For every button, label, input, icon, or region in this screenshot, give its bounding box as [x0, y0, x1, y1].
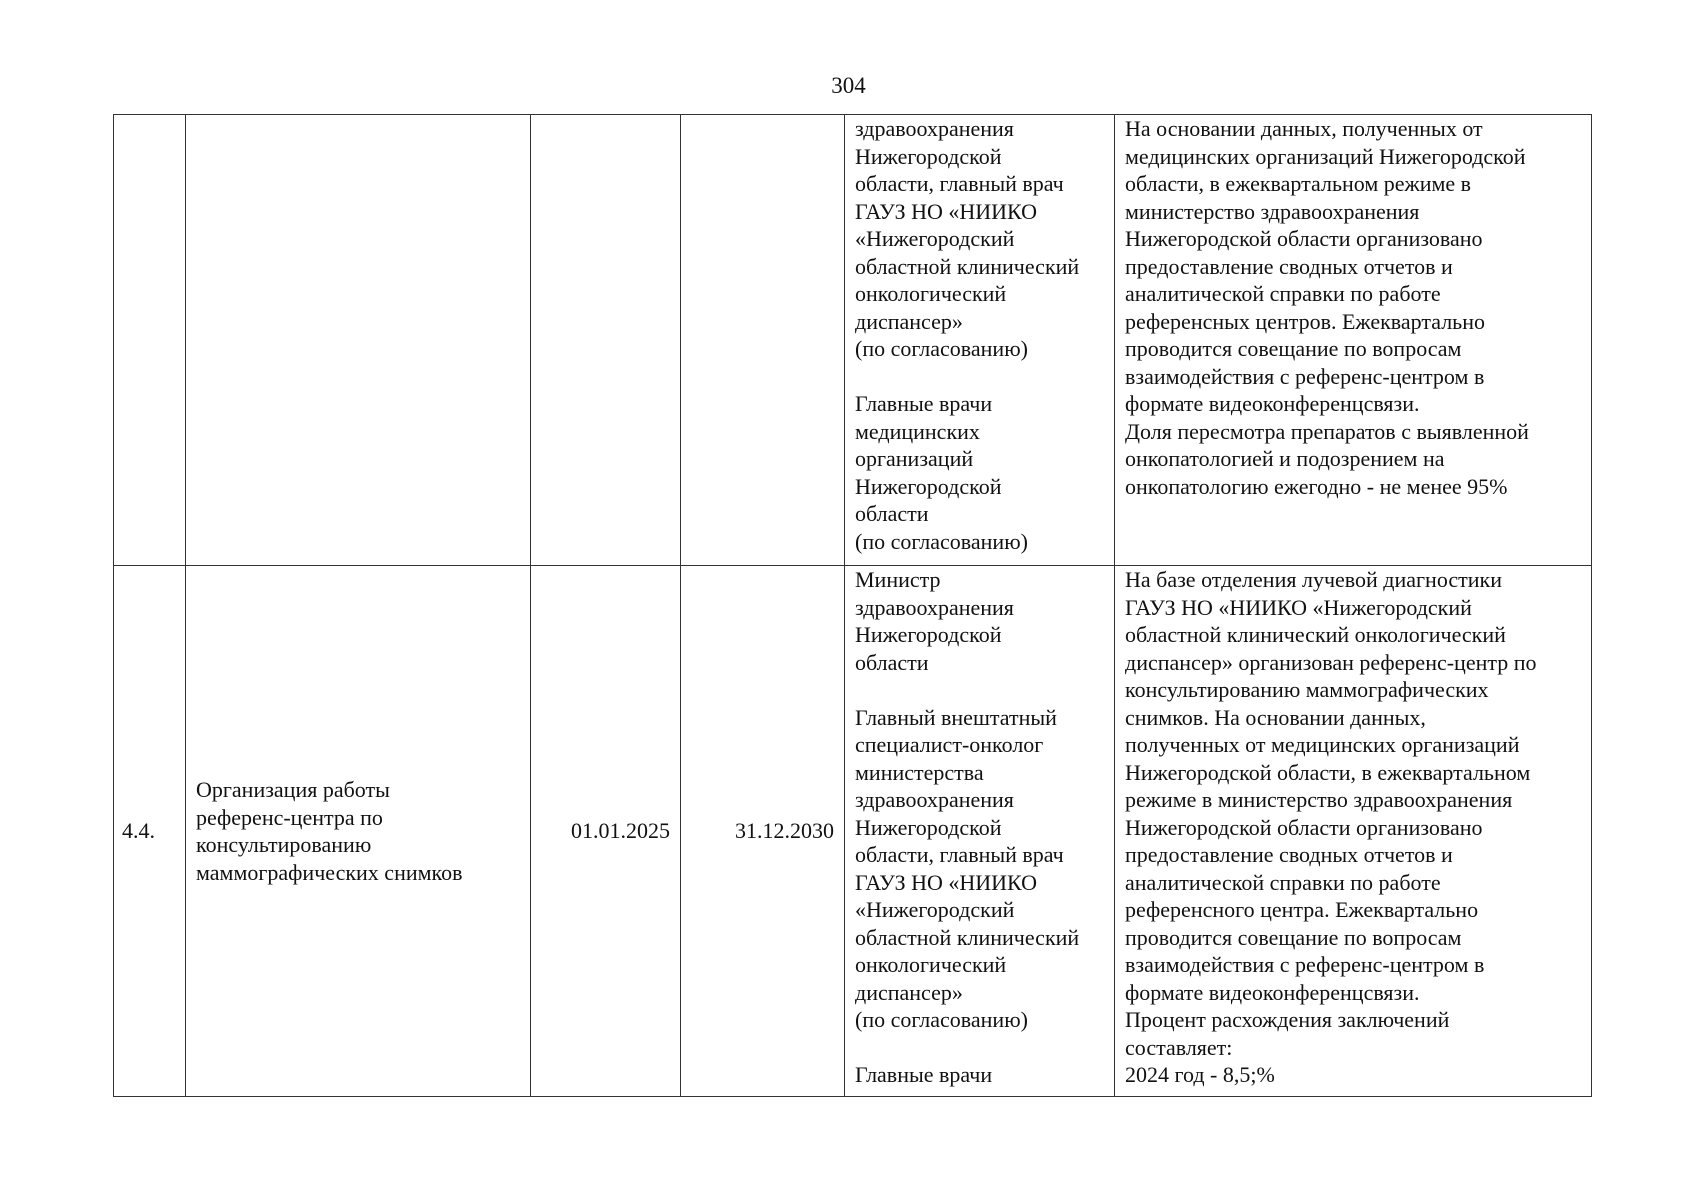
text-line: полученных от медицинских организаций [1125, 732, 1520, 757]
text-line: На основании данных, полученных от [1125, 116, 1483, 141]
text-line: проводится совещание по вопросам [1125, 924, 1462, 950]
item-number: 4.4. [122, 818, 155, 844]
text-line: области [855, 649, 929, 675]
text-line: Доля пересмотра препаратов с выявленной [1125, 418, 1529, 444]
text-line: референс-центра по [196, 804, 383, 830]
text-line: специалист-онколог [855, 732, 1044, 757]
text-line: ГАУЗ НО «НИИКО [855, 869, 1038, 895]
text-line: ГАУЗ НО «НИИКО «Нижегородский [1125, 594, 1472, 620]
paragraph-gap [855, 1034, 1104, 1062]
text-line: диспансер» [855, 308, 963, 334]
text-line: министерства [855, 759, 984, 785]
end-date: 31.12.2030 [735, 818, 834, 844]
text-line: области [855, 501, 929, 526]
end-date-cell [681, 566, 845, 1097]
text-line: (по согласованию) [855, 336, 1028, 361]
item-name-cell [186, 566, 531, 1097]
start-date-cell [531, 566, 681, 1097]
text-line: Министр [855, 567, 941, 592]
result-cell [1115, 566, 1592, 1097]
text-line: Главный внештатный [855, 704, 1057, 730]
text-line: (по согласованию) [855, 1007, 1028, 1032]
text-line: референсного центра. Ежеквартально [1125, 897, 1479, 922]
text-line: Нижегородской [855, 143, 1002, 169]
text-line: взаимодействия с референс-центром в [1125, 952, 1485, 977]
text-line: онкопатологией и подозрением на [1125, 446, 1445, 471]
text-line: маммографических снимков [196, 859, 463, 885]
text-line: Нижегородской области, в ежеквартальном [1125, 759, 1531, 785]
text-line: снимков. На основании данных, [1125, 704, 1426, 730]
start-date-cell [531, 115, 681, 566]
text-line: «Нижегородский [855, 897, 1015, 922]
item-number-cell [114, 566, 186, 1097]
text-line: Нижегородской [855, 473, 1002, 499]
responsible-cell [845, 115, 1115, 566]
end-date-cell [681, 115, 845, 566]
text-line: Нижегородской [855, 622, 1002, 647]
text-line: аналитической справки по работе [1125, 869, 1441, 895]
text-line: диспансер» [855, 979, 963, 1005]
table-row [114, 115, 1592, 566]
responsible-cell [845, 566, 1115, 1097]
text-line: здравоохранения [855, 594, 1014, 620]
text-line: области, главный врач [855, 842, 1064, 867]
text-line: Процент расхождения заключений [1125, 1007, 1450, 1032]
text-line: 2024 год - 8,5;% [1125, 1062, 1275, 1087]
text-line: взаимодействия с референс-центром в [1125, 363, 1485, 389]
item-name-cell [186, 115, 531, 566]
text-line: предоставление сводных отчетов и [1125, 842, 1453, 867]
plan-table [113, 114, 1592, 1097]
text-line: консультированию маммографических [1125, 677, 1489, 702]
text-line: Нижегородской [855, 814, 1002, 840]
text-line: «Нижегородский [855, 226, 1015, 251]
text-line: формате видеоконференцсвязи. [1125, 979, 1420, 1005]
paragraph-gap [855, 676, 1104, 704]
text-line: Главные врачи [855, 1062, 993, 1087]
table-row [114, 566, 1592, 1097]
text-line: организаций [855, 446, 974, 471]
text-line: составляет: [1125, 1034, 1233, 1060]
text-line: Нижегородской области организовано [1125, 814, 1483, 840]
text-line: диспансер» организован референс-центр по [1125, 649, 1537, 675]
text-line: проводится совещание по вопросам [1125, 336, 1462, 361]
text-line: ГАУЗ НО «НИИКО [855, 198, 1038, 224]
text-line: онкопатологию ежегодно - не менее 95% [1125, 473, 1508, 499]
text-line: области, в ежеквартальном режиме в [1125, 171, 1472, 196]
text-line: аналитической справки по работе [1125, 281, 1441, 306]
text-line: здравоохранения [855, 116, 1014, 141]
text-line: областной клинический [855, 253, 1080, 279]
text-line: референсных центров. Ежеквартально [1125, 308, 1485, 334]
text-line: Организация работы [196, 777, 390, 802]
paragraph-gap [855, 363, 1104, 391]
text-line: онкологический [855, 281, 1007, 306]
text-line: онкологический [855, 952, 1007, 977]
text-line: областной клинический [855, 924, 1080, 950]
text-line: областной клинический онкологический [1125, 622, 1506, 647]
text-line: режиме в министерство здравоохранения [1125, 787, 1513, 812]
text-line: Нижегородской области организовано [1125, 226, 1483, 251]
text-line: (по согласованию) [855, 528, 1028, 554]
text-line: здравоохранения [855, 787, 1014, 812]
text-line: формате видеоконференцсвязи. [1125, 391, 1420, 416]
text-line: предоставление сводных отчетов и [1125, 253, 1453, 279]
text-line: Главные врачи [855, 391, 993, 416]
result-cell [1115, 115, 1592, 566]
page-number: 304 [831, 73, 866, 98]
text-line: медицинских [855, 418, 980, 444]
start-date: 01.01.2025 [571, 818, 670, 844]
text-line: консультированию [196, 832, 372, 857]
text-line: На базе отделения лучевой диагностики [1125, 567, 1502, 592]
text-line: области, главный врач [855, 171, 1064, 196]
item-number-cell [114, 115, 186, 566]
text-line: медицинских организаций Нижегородской [1125, 143, 1526, 169]
text-line: министерство здравоохранения [1125, 198, 1420, 224]
